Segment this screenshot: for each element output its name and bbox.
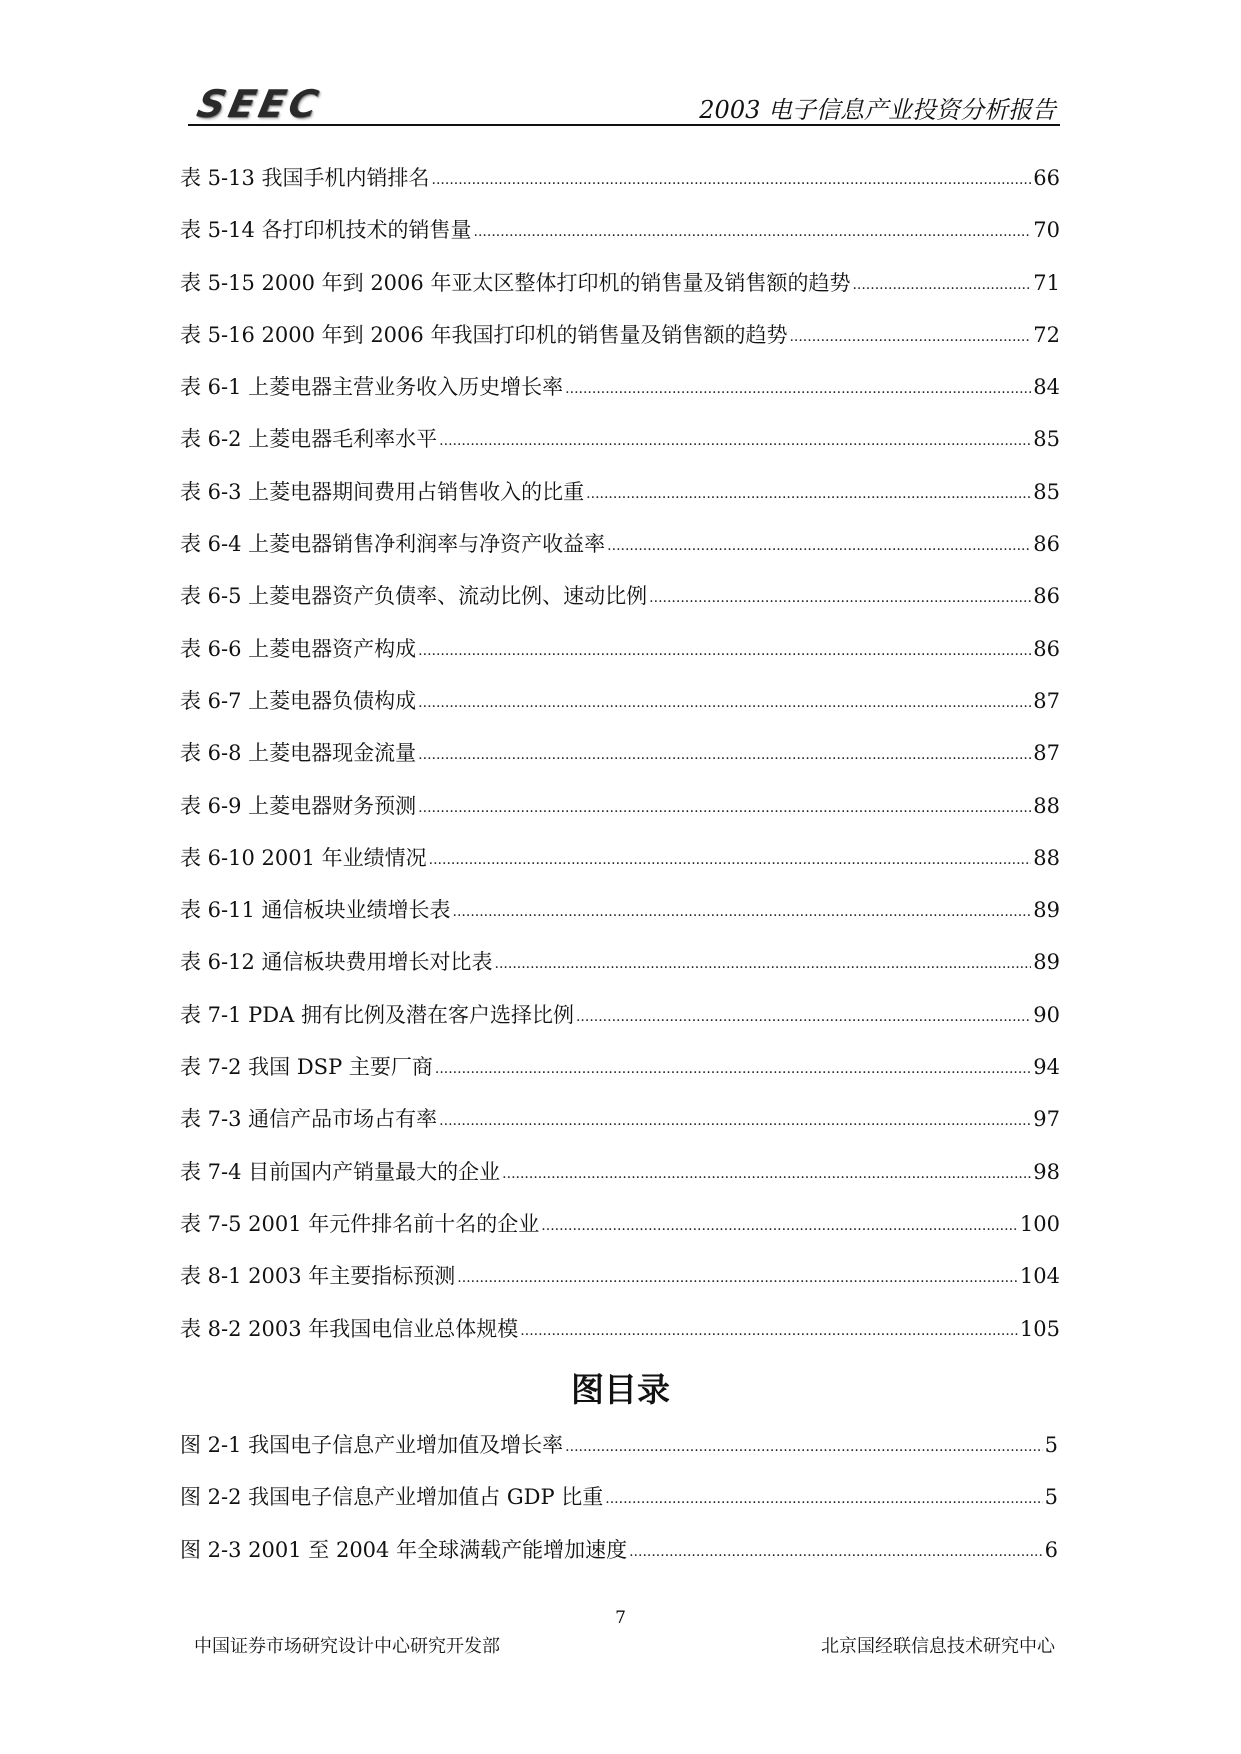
toc-entry[interactable] xyxy=(180,424,1060,476)
toc-entry[interactable] xyxy=(180,1052,1060,1104)
toc-entry-page: 5 xyxy=(1044,1485,1058,1510)
seec-logo: SEEC xyxy=(193,82,326,126)
toc-entry-label: 图 2-3 2001 至 2004 年全球满载产能增加速度 xyxy=(180,1537,628,1562)
toc-leader-dots xyxy=(607,529,1031,563)
toc-entry-page: 104 xyxy=(1019,1264,1060,1289)
toc-entry-page: 105 xyxy=(1019,1316,1060,1341)
toc-entry-page: 71 xyxy=(1033,270,1060,295)
toc-leader-dots xyxy=(439,1104,1031,1138)
toc-entry-label: 表 6-9 上菱电器财务预测 xyxy=(180,793,417,818)
toc-entry-page: 89 xyxy=(1033,898,1060,923)
toc-entry-page: 84 xyxy=(1033,375,1060,400)
toc-entry[interactable] xyxy=(180,1261,1060,1313)
toc-entry-page: 90 xyxy=(1033,1002,1060,1027)
toc-entry-page: 100 xyxy=(1019,1211,1060,1236)
toc-entry[interactable] xyxy=(180,738,1060,790)
toc-entry[interactable] xyxy=(180,1104,1060,1156)
toc-entry[interactable] xyxy=(180,163,1060,215)
toc-entry-label: 表 6-8 上菱电器现金流量 xyxy=(180,741,417,766)
toc-entry-page: 6 xyxy=(1044,1537,1058,1562)
report-title: 2003 电子信息产业投资分析报告 xyxy=(699,96,1056,124)
toc-entry[interactable] xyxy=(180,634,1060,686)
toc-entry-page: 66 xyxy=(1033,166,1060,190)
toc-leader-dots xyxy=(789,320,1031,354)
toc-leader-dots xyxy=(565,1430,1042,1464)
footer-right: 北京国经联信息技术研究中心 xyxy=(821,1636,1055,1657)
page-header xyxy=(188,72,1060,126)
toc-entry-page: 88 xyxy=(1033,845,1060,870)
toc-entry-page: 5 xyxy=(1044,1433,1058,1457)
toc-entry-label: 图 2-2 我国电子信息产业增加值占 GDP 比重 xyxy=(180,1485,604,1510)
toc-entry-page: 88 xyxy=(1033,793,1060,818)
toc-entry[interactable] xyxy=(180,1430,1058,1482)
toc-entry[interactable] xyxy=(180,320,1060,372)
toc-entry-page: 94 xyxy=(1033,1055,1060,1080)
toc-entry-page: 97 xyxy=(1033,1107,1060,1132)
toc-leader-dots xyxy=(418,791,1031,825)
toc-entry-label: 表 5-14 各打印机技术的销售量 xyxy=(180,218,472,243)
toc-entry[interactable] xyxy=(180,581,1060,633)
toc-leader-dots xyxy=(605,1482,1042,1516)
toc-leader-dots xyxy=(576,1000,1031,1034)
toc-entry[interactable] xyxy=(180,1000,1060,1052)
toc-entry-label: 表 5-16 2000 年到 2006 年我国打印机的销售量及销售额的趋势 xyxy=(180,322,788,347)
toc-leader-dots xyxy=(495,947,1032,981)
toc-entry-label: 表 8-1 2003 年主要指标预测 xyxy=(180,1264,456,1289)
toc-leader-dots xyxy=(541,1209,1018,1243)
toc-entry-label: 表 6-7 上菱电器负债构成 xyxy=(180,688,417,713)
toc-entry[interactable] xyxy=(180,686,1060,738)
toc-leader-dots xyxy=(565,372,1031,406)
toc-entry-page: 86 xyxy=(1033,584,1060,609)
page-number: 7 xyxy=(615,1608,626,1628)
toc-leader-dots xyxy=(586,477,1031,511)
toc-entry[interactable] xyxy=(180,1209,1060,1261)
toc-entry-page: 87 xyxy=(1033,688,1060,713)
toc-entry-label: 表 5-15 2000 年到 2006 年亚太区整体打印机的销售量及销售额的趋势 xyxy=(180,270,851,295)
toc-entry-label: 表 8-2 2003 年我国电信业总体规模 xyxy=(180,1316,519,1341)
toc-entry-label: 表 6-1 上菱电器主营业务收入历史增长率 xyxy=(180,375,564,400)
toc-entry-label: 表 7-2 我国 DSP 主要厂商 xyxy=(180,1055,433,1080)
footer-left: 中国证券市场研究设计中心研究开发部 xyxy=(194,1636,500,1657)
toc-entry-label: 表 6-3 上菱电器期间费用占销售收入的比重 xyxy=(180,479,585,504)
toc-entry[interactable] xyxy=(180,843,1060,895)
toc-entry-label: 图 2-1 我国电子信息产业增加值及增长率 xyxy=(180,1433,564,1457)
toc-entry[interactable] xyxy=(180,947,1060,999)
toc-entry-page: 86 xyxy=(1033,636,1060,661)
toc-leader-dots xyxy=(453,895,1032,929)
toc-entry-label: 表 7-1 PDA 拥有比例及潜在客户选择比例 xyxy=(180,1002,574,1027)
toc-leader-dots xyxy=(474,215,1032,249)
toc-entry[interactable] xyxy=(180,372,1060,424)
toc-leader-dots xyxy=(418,738,1031,772)
toc-leader-dots xyxy=(429,843,1032,877)
toc-leader-dots xyxy=(502,1157,1031,1191)
toc-entry-label: 表 7-5 2001 年元件排名前十名的企业 xyxy=(180,1211,540,1236)
toc-entry-page: 98 xyxy=(1033,1159,1060,1184)
toc-entry-page: 86 xyxy=(1033,532,1060,557)
toc-leader-dots xyxy=(432,163,1032,197)
toc-entry[interactable] xyxy=(180,529,1060,581)
toc-entry-label: 表 5-13 我国手机内销排名 xyxy=(180,166,430,190)
toc-entry-page: 87 xyxy=(1033,741,1060,766)
toc-entry-page: 85 xyxy=(1033,427,1060,452)
toc-entry-page: 72 xyxy=(1033,322,1060,347)
toc-entry-label: 表 6-6 上菱电器资产构成 xyxy=(180,636,417,661)
toc-entry[interactable] xyxy=(180,1535,1058,1587)
toc-entry[interactable] xyxy=(180,1482,1058,1534)
toc-entry-label: 表 6-12 通信板块费用增长对比表 xyxy=(180,950,493,975)
toc-entry[interactable] xyxy=(180,1157,1060,1209)
toc-leader-dots xyxy=(649,581,1031,615)
toc-entry[interactable] xyxy=(180,791,1060,843)
toc-leader-dots xyxy=(418,634,1031,668)
toc-entry-label: 表 6-4 上菱电器销售净利润率与净资产收益率 xyxy=(180,532,606,557)
toc-leader-dots xyxy=(852,268,1031,302)
toc-leader-dots xyxy=(457,1261,1018,1295)
figures-heading: 图目录 xyxy=(571,1370,670,1409)
toc-entry[interactable] xyxy=(180,1314,1060,1366)
toc-entry-label: 表 6-11 通信板块业绩增长表 xyxy=(180,898,451,923)
toc-entry-label: 表 7-4 目前国内产销量最大的企业 xyxy=(180,1159,501,1184)
toc-entry[interactable] xyxy=(180,895,1060,947)
figures-toc xyxy=(180,1430,1058,1587)
toc-entry[interactable] xyxy=(180,215,1060,267)
toc-entry-label: 表 6-5 上菱电器资产负债率、流动比例、速动比例 xyxy=(180,584,648,609)
toc-entry-label: 表 7-3 通信产品市场占有率 xyxy=(180,1107,438,1132)
tables-toc xyxy=(180,163,1060,1366)
toc-entry-label: 表 6-2 上菱电器毛利率水平 xyxy=(180,427,438,452)
toc-leader-dots xyxy=(439,424,1031,458)
toc-entry-label: 表 6-10 2001 年业绩情况 xyxy=(180,845,427,870)
toc-entry-page: 89 xyxy=(1033,950,1060,975)
toc-entry-page: 85 xyxy=(1033,479,1060,504)
toc-entry[interactable] xyxy=(180,477,1060,529)
toc-leader-dots xyxy=(418,686,1031,720)
toc-leader-dots xyxy=(520,1314,1018,1348)
toc-entry-page: 70 xyxy=(1033,218,1060,243)
toc-entry[interactable] xyxy=(180,268,1060,320)
toc-leader-dots xyxy=(629,1535,1043,1569)
toc-leader-dots xyxy=(435,1052,1031,1086)
